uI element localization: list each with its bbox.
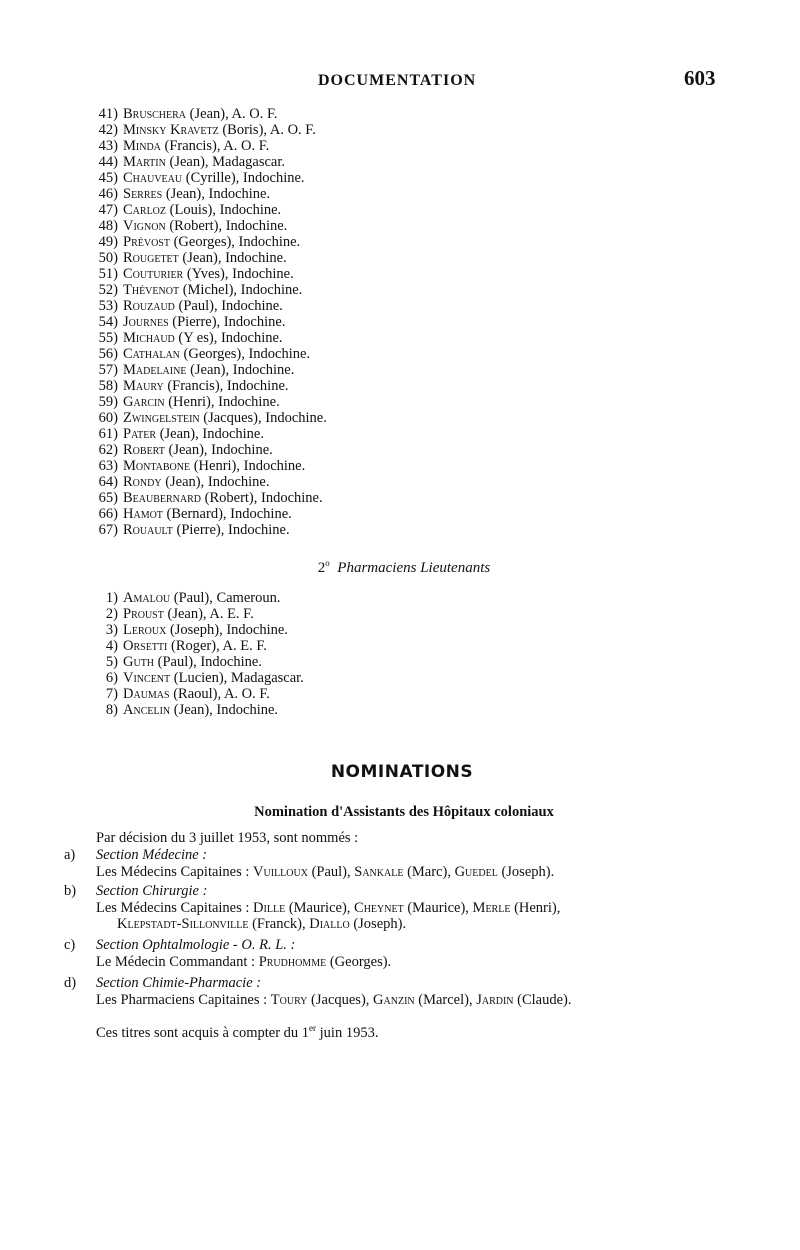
- item-surname: Pater: [123, 426, 157, 442]
- item-text: [123, 314, 285, 330]
- list-item: [0, 186, 800, 202]
- item-text: [123, 122, 316, 138]
- list-item: [0, 170, 800, 186]
- page-number: 603: [684, 66, 716, 90]
- item-text: [123, 686, 270, 702]
- item-details: (Pierre), Indochine.: [168, 314, 286, 330]
- list-item: [0, 394, 800, 410]
- item-details: (Jean), Indochine.: [164, 442, 273, 458]
- item-text: [123, 346, 310, 362]
- list-item: [0, 670, 800, 686]
- item-number: 7): [105, 686, 118, 702]
- item-surname: Vincent: [123, 670, 171, 686]
- item-text: [123, 266, 294, 282]
- item-number: 41): [98, 106, 118, 122]
- item-surname: Vignon: [123, 218, 166, 234]
- item-surname: Daumas: [123, 686, 170, 702]
- item-surname: Minsky Kravetz: [123, 122, 219, 138]
- item-details: (Jean), A. O. F.: [186, 106, 278, 122]
- item-text: [123, 622, 288, 638]
- sub-heading-title: Pharmaciens Lieutenants: [337, 560, 491, 576]
- item-details: (Georges), Indochine.: [169, 234, 301, 250]
- item-details: (Bernard), Indochine.: [162, 506, 292, 522]
- item-text: [123, 362, 294, 378]
- list-item: [0, 442, 800, 458]
- item-number: 46): [98, 186, 118, 202]
- item-surname: Journes: [123, 314, 169, 330]
- item-details: (Y es), Indochine.: [174, 330, 283, 346]
- item-surname: Carloz: [123, 202, 167, 218]
- item-text: [123, 186, 270, 202]
- item-number: 48): [98, 218, 118, 234]
- item-text: [123, 490, 323, 506]
- item-surname: Couturier: [123, 266, 184, 282]
- item-details: (Francis), A. O. F.: [160, 138, 270, 154]
- item-number: 5): [105, 654, 118, 670]
- item-details: (Raoul), A. O. F.: [169, 686, 270, 702]
- item-text: [123, 426, 264, 442]
- item-text: [123, 154, 285, 170]
- item-text: [123, 234, 300, 250]
- item-details: (Henri), Indochine.: [190, 458, 306, 474]
- item-surname: Serres: [123, 186, 163, 202]
- item-number: 61): [98, 426, 118, 442]
- item-surname: Bruschera: [123, 106, 187, 122]
- item-number: 42): [98, 122, 118, 138]
- list-item: [0, 702, 800, 718]
- item-surname: Rouault: [123, 522, 173, 538]
- item-text: [123, 250, 287, 266]
- item-text: [123, 442, 273, 458]
- item-number: 47): [98, 202, 118, 218]
- item-number: 59): [98, 394, 118, 410]
- item-surname: Martin: [123, 154, 166, 170]
- item-surname: Madelaine: [123, 362, 187, 378]
- item-details: (Jean), Indochine.: [156, 426, 264, 442]
- item-number: 55): [98, 330, 118, 346]
- item-number: 66): [98, 506, 118, 522]
- item-details: (Roger), A. E. F.: [167, 638, 267, 654]
- item-details: (Paul), Indochine.: [154, 654, 262, 670]
- item-text: [123, 410, 327, 426]
- list-item: [0, 654, 800, 670]
- item-text: [123, 138, 269, 154]
- item-surname: Rondy: [123, 474, 162, 490]
- item-details: (Francis), Indochine.: [163, 378, 289, 394]
- item-details: (Jacques), Indochine.: [199, 410, 327, 426]
- item-surname: Guth: [123, 654, 155, 670]
- item-surname: Proust: [123, 606, 164, 622]
- item-details: (Lucien), Madagascar.: [170, 670, 304, 686]
- item-number: 6): [105, 670, 118, 686]
- item-text: [123, 522, 290, 538]
- item-details: (Jean), Indochine.: [161, 474, 270, 490]
- item-details: (Yves), Indochine.: [183, 266, 294, 282]
- item-number: 45): [98, 170, 118, 186]
- item-surname: Minda: [123, 138, 161, 154]
- item-number: 51): [98, 266, 118, 282]
- item-details: (Robert), Indochine.: [165, 218, 288, 234]
- item-text: [123, 298, 283, 314]
- item-text: [123, 606, 254, 622]
- item-text: [123, 106, 278, 122]
- item-surname: Hamot: [123, 506, 163, 522]
- list-item: [0, 250, 800, 266]
- item-surname: Prévost: [123, 234, 170, 250]
- list-item: [0, 490, 800, 506]
- item-surname: Cathalan: [123, 346, 180, 362]
- item-text: [123, 474, 269, 490]
- item-number: 58): [98, 378, 118, 394]
- item-details: (Cyrille), Indochine.: [182, 170, 305, 186]
- item-details: (Jean), A. E. F.: [163, 606, 254, 622]
- item-text: [123, 702, 278, 718]
- item-number: 57): [98, 362, 118, 378]
- item-details: (Jean), Indochine.: [178, 250, 287, 266]
- list-item: [0, 638, 800, 654]
- page-header: [0, 64, 800, 94]
- item-text: [123, 330, 283, 346]
- item-surname: Maury: [123, 378, 164, 394]
- item-details: (Boris), A. O. F.: [218, 122, 316, 138]
- item-details: (Georges), Indochine.: [179, 346, 311, 362]
- item-details: (Henri), Indochine.: [164, 394, 280, 410]
- item-surname: Beaubernard: [123, 490, 202, 506]
- list-item: [0, 458, 800, 474]
- officer-list: [0, 106, 800, 538]
- list-item: [0, 606, 800, 622]
- list-item: [0, 426, 800, 442]
- item-surname: Orsetti: [123, 638, 168, 654]
- item-text: [123, 654, 262, 670]
- item-number: 8): [105, 702, 118, 718]
- item-number: 64): [98, 474, 118, 490]
- item-text: [123, 202, 281, 218]
- item-surname: Ancelin: [123, 702, 171, 718]
- running-title: DOCUMENTATION: [318, 72, 477, 89]
- list-item: [0, 506, 800, 522]
- item-text: [123, 378, 289, 394]
- list-item: [0, 282, 800, 298]
- item-surname: Garcin: [123, 394, 165, 410]
- item-details: (Pierre), Indochine.: [172, 522, 290, 538]
- list-item: [0, 622, 800, 638]
- item-number: 44): [98, 154, 118, 170]
- item-details: (Jean), Madagascar.: [165, 154, 286, 170]
- item-text: [123, 170, 305, 186]
- item-number: 50): [98, 250, 118, 266]
- item-text: [123, 670, 304, 686]
- item-surname: Rouzaud: [123, 298, 175, 314]
- list-item: [0, 378, 800, 394]
- item-number: 3): [105, 622, 118, 638]
- nominations-heading: NOMINATIONS: [330, 762, 474, 782]
- item-surname: Montabone: [123, 458, 191, 474]
- list-item: [0, 314, 800, 330]
- item-surname: Amalou: [123, 590, 171, 606]
- item-surname: Leroux: [123, 622, 167, 638]
- item-surname: Chauveau: [123, 170, 183, 186]
- list-item: [0, 202, 800, 218]
- item-surname: Zwingelstein: [123, 410, 200, 426]
- item-number: 54): [98, 314, 118, 330]
- list-item: [0, 362, 800, 378]
- list-item: [0, 330, 800, 346]
- item-number: 2): [105, 606, 118, 622]
- item-number: 4): [105, 638, 118, 654]
- list-item: [0, 298, 800, 314]
- item-surname: Thévenot: [123, 282, 180, 298]
- item-details: (Louis), Indochine.: [166, 202, 282, 218]
- item-details: (Jean), Indochine.: [170, 702, 279, 718]
- item-number: 60): [98, 410, 118, 426]
- item-number: 43): [98, 138, 118, 154]
- item-surname: Robert: [123, 442, 165, 458]
- item-number: 62): [98, 442, 118, 458]
- item-text: [123, 506, 292, 522]
- list-item: [0, 590, 800, 606]
- list-item: [0, 522, 800, 538]
- item-number: 52): [98, 282, 118, 298]
- item-number: 56): [98, 346, 118, 362]
- item-details: (Jean), Indochine.: [162, 186, 271, 202]
- item-surname: Michaud: [123, 330, 175, 346]
- list-item: [0, 234, 800, 250]
- item-details: (Jean), Indochine.: [186, 362, 295, 378]
- sub-heading-ordinal: 2$^o$: [317, 558, 330, 576]
- list-item: [0, 346, 800, 362]
- list-item: [0, 138, 800, 154]
- list-item: [0, 154, 800, 170]
- item-details: (Paul), Indochine.: [174, 298, 283, 314]
- item-number: 65): [98, 490, 118, 506]
- item-text: [123, 218, 287, 234]
- list-item: [0, 410, 800, 426]
- sub-heading-pharmaciens: [0, 558, 800, 577]
- item-number: 67): [98, 522, 118, 538]
- item-text: [123, 590, 280, 606]
- item-surname: Rougetet: [123, 250, 179, 266]
- item-details: (Robert), Indochine.: [201, 490, 323, 506]
- item-text: [123, 638, 267, 654]
- list-item: [0, 686, 800, 702]
- item-number: 53): [98, 298, 118, 314]
- list-item: [0, 218, 800, 234]
- item-text: [123, 282, 302, 298]
- list-item: [0, 474, 800, 490]
- nominations-section-title: Nomination d'Assistants des Hôpitaux coloniaux: [254, 804, 554, 820]
- item-number: 49): [98, 234, 118, 250]
- item-number: 63): [98, 458, 118, 474]
- item-details: (Michel), Indochine.: [179, 282, 303, 298]
- item-text: [123, 394, 280, 410]
- pharmaciens-list: [0, 590, 800, 718]
- list-item: [0, 266, 800, 282]
- list-item: [0, 106, 800, 122]
- item-number: 1): [105, 590, 118, 606]
- item-details: (Joseph), Indochine.: [166, 622, 288, 638]
- item-details: (Paul), Cameroun.: [170, 590, 281, 606]
- item-text: [123, 458, 305, 474]
- list-item: [0, 122, 800, 138]
